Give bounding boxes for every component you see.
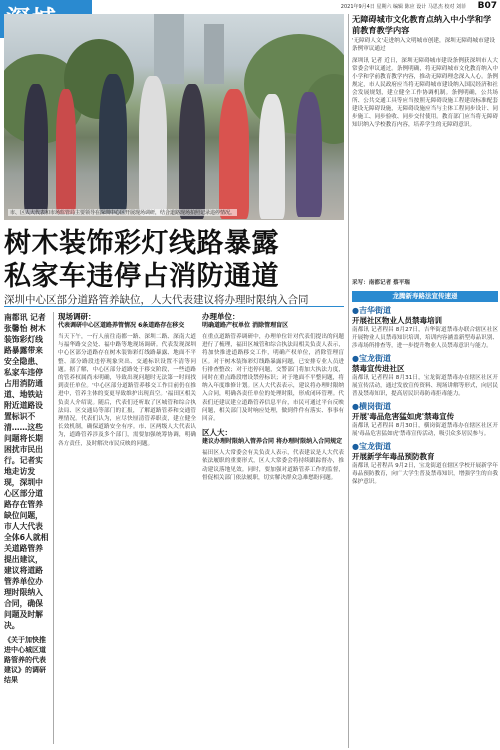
right-column-divider xyxy=(348,14,349,748)
brief-section-bar: 龙腾新寿路法宣传速递 xyxy=(352,291,498,302)
article-column-2 xyxy=(58,312,196,744)
right-article-subtitle: '无障碍人文'走进纳入文明城市创建，深圳无障碍城市建设条例审议通过 xyxy=(352,38,495,52)
col3-kicker: 办理单位： xyxy=(202,312,240,321)
right-column xyxy=(352,14,498,748)
col3-subtitle-2: 建议办理时限纳入管养合同 将办理时限纳入合同规定 xyxy=(202,438,343,446)
brief-item xyxy=(352,354,498,398)
col3-body-2: 福田区人大常委会有关负责人表示，代表建议是人大代表依法履职的重要形式，区人大常委会将持续跟踪督办，推动建议落地见效。同时，要加强对道路管养工作的监督，督促相关部门依法履职，切实解决群众急难愁盼问题。 xyxy=(202,450,344,481)
headline-line-2: 私家车违停占消防通道 xyxy=(4,261,279,292)
col2-subtitle: 代表调研中心区道路养管情况 6条道路存在移交 xyxy=(58,322,185,329)
brief-title: ●横岗街道 xyxy=(352,402,391,411)
headline-line-1: 树木装饰彩灯线路暴露 xyxy=(4,228,279,259)
brief-title: ●吉华街道 xyxy=(352,306,391,315)
brief-body: 南都讯 记者程昌 8月31日，宝龙街道禁毒办在辖区社区开展宣传活动，通过发放宣传资料、现场讲解等形式，向居民普及禁毒知识，提高居民识毒防毒拒毒能力。 xyxy=(352,375,498,397)
lead-text: 南都讯 记者张馨怡 树木装饰彩灯线路暴露带来安全隐患、私家车违停占用消防通道、地铁站附近道路设置标识不清……这些问题将长期困扰市民出行。记者实地走访发现，深圳中心区部分道路存在管养缺位问题，市人大代表全体6人就相关道路管养提出建议，建议将道路管养单位办理时限纳入合同，确保问题及时解决。 xyxy=(4,313,49,630)
lead-column xyxy=(4,312,50,744)
headline xyxy=(4,227,344,293)
right-article-body: 深圳讯 记者 近日，深圳无障碍城市建设条例获深圳市人大常委会审议通过。条例明确，将无障碍城市文化教育纳入中小学和学前教育教学内容，推动无障碍理念深入人心。条例规定，市人民政府应当将无障碍城市建设纳入国民经济和社会发展规划，建立健全工作协调机制。条例明确，公共场所、公共交通工具等应当按照无障碍设施工程建设标准配套建设无障碍设施，无障碍设施应当与主体工程同步设计、同步施工、同步验收、同步交付使用。教育部门应当将无障碍知识纳入学校教育内容，培养学生的无障碍意识。 xyxy=(352,58,498,128)
brief-item xyxy=(352,442,498,486)
photo-caption: 市、区人大代表和市场监管局主要领导在深圳中心区开展现场调研，结合道路现场拍照记录违停情况。 xyxy=(10,210,236,216)
page-number: B07 xyxy=(477,1,497,11)
divider xyxy=(4,306,344,307)
lead-photo xyxy=(4,14,344,220)
brief-body: 南都讯 记者程昌 9月2日，宝龙街道在辖区学校开展新学年毒品预防教育，向广大学生普及禁毒知识，增强学生的自我保护意识。 xyxy=(352,463,498,485)
brief-subtitle: 禁毒宣传进社区 xyxy=(352,364,405,373)
col3-subtitle: 明确道路产权单位 消除管理盲区 xyxy=(202,322,289,329)
lead-related: 《关于加快推进中心城区道路管养的代表建议》的调研结果 xyxy=(4,636,46,684)
article-column-3 xyxy=(202,312,344,744)
column-divider xyxy=(53,312,54,744)
brief-subtitle: 开展新学年毒品预防教育 xyxy=(352,452,435,461)
brief-item xyxy=(352,402,498,438)
brief-subtitle: 开展'毒品危害猛如虎'禁毒宣传 xyxy=(352,412,455,421)
right-article-credit: 采写：南都记者 蔡平瑞 xyxy=(352,280,410,286)
brief-body: 南都讯 记者程昌 8月30日，横岗街道禁毒办在辖区社区开展'毒品危害猛如虎'禁毒宣传活动，吸引众多居民参与。 xyxy=(352,423,498,437)
right-article-title: 无障碍城市文化教育点纳入中小学和学前教育教学内容 xyxy=(352,14,492,35)
page-meta: 2021年9月4日 星期六 编辑 陈应 设计 马思杰 校对 刘菲 xyxy=(340,4,466,10)
col2-body: 当天下午，一行人前往南都一路、深圳二路、深南大道与福华路交会处、福中路等地现场调研。代表发现深圳中心区部分道路存在树木装饰彩灯线路暴露、地面不平整、部分路段违停现象突出、交通标识设置不清等问题。据了解，中心区部分道路处于移交阶段，一些道路的管养权属尚未明确，导致出现问题时无法第一时间找到责任单位。'中心区部分道路管养移交工作目前仍在推进中，管养主体的变更导致维护出现真空。'福田区相关负责人介绍说。随后，代表们还听取了区城管和综合执法局、区交通局等部门的汇报，了解道路管养和交通管理情况。代表们认为，应尽快厘清管养职责，建立健全长效机制，确保道路安全有序。市、区两级人大代表认为，道路管养涉及多个部门，需要加强统筹协调，明确各方责任，及时解决市民反映的问题。 xyxy=(58,334,196,447)
brief-item xyxy=(352,306,498,350)
col3-body: 在重点道路管养调研中，办理单位针对代表们提出的问题进行了梳理，福田区城管和综合执法局相关负责人表示，将加快推进道路移交工作，明确产权单位，消除管理盲区。对于树木装饰彩灯线路暴露问题，已安排专业人员进行排查整改；对于违停问题，交警部门将加大执法力度，同时在重点路段增设禁停标识；对于地面不平整问题，将纳入年度维修计划。区人大代表表示，建议将办理时限纳入合同，明确各责任单位的处理时限，形成闭环管理。代表们还建议建立道路管养信息平台，市民可通过平台反映问题，相关部门及时响应处理，做到件件有落实、事事有回音。 xyxy=(202,334,344,423)
subheadline: 深圳中心区部分道路管养缺位，人大代表建议将办理时限纳入合同 xyxy=(4,294,309,306)
brief-subtitle: 开展社区物业人员禁毒培训 xyxy=(352,316,442,325)
col2-kicker: 现场调研： xyxy=(58,312,96,321)
brief-body: 南都讯 记者程昌 8月27日，吉华街道禁毒办联合辖区社区开展物业人员禁毒知识培训，培训内容涵盖新型毒品识别、涉毒场所排查等，进一步提升物业人员禁毒意识与能力。 xyxy=(352,327,498,349)
col3-kicker-2: 区人大： xyxy=(202,428,232,438)
brief-title: ●宝龙街道 xyxy=(352,354,391,363)
brief-title: ●宝龙街道 xyxy=(352,442,391,451)
